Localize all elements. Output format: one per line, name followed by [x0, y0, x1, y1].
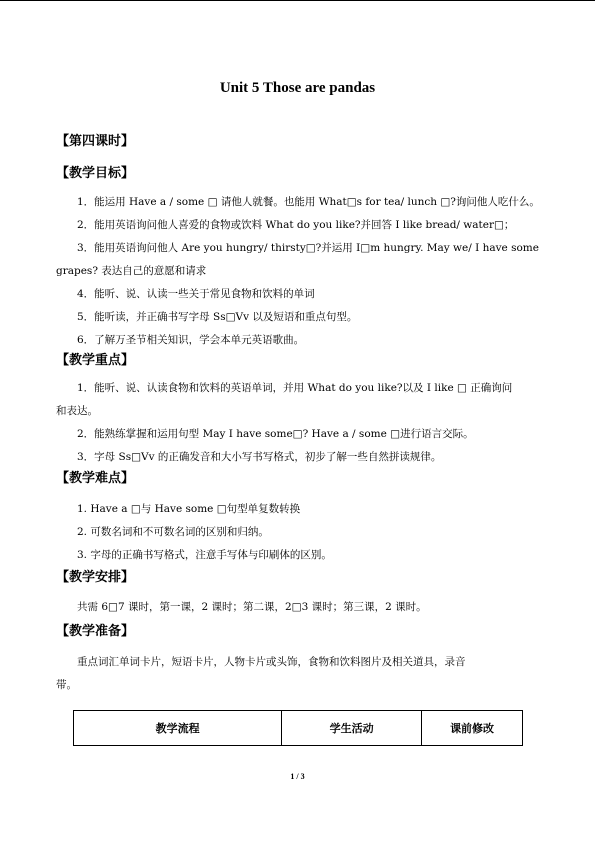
page-number: 1 / 3 — [290, 772, 305, 781]
heading-key-points: 【教学重点】 — [56, 353, 135, 368]
goal-item-4: 4．能听、说、认读一些关于常见食物和饮料的单词 — [77, 288, 315, 300]
difficulty-2: 2. 可数名词和不可数名词的区别和归纳。 — [77, 526, 269, 538]
difficulty-3: 3. 字母的正确书写格式，注意手写体与印刷体的区别。 — [77, 549, 332, 561]
difficulty-1: 1. Have a □与 Have some □句型单复数转换 — [77, 503, 301, 515]
heading-preparation: 【教学准备】 — [56, 624, 135, 639]
table-header-row — [74, 711, 523, 746]
key-point-2: 2．能熟练掌握和运用句型 May I have some□? Have a / some □进行语言交际。 — [77, 428, 474, 440]
heading-arrangement: 【教学安排】 — [56, 570, 135, 585]
goal-item-3-cont: grapes? 表达自己的意愿和请求 — [56, 265, 207, 277]
goal-item-6: 6．了解万圣节相关知识，学会本单元英语歌曲。 — [77, 334, 305, 346]
document-title: Unit 5 Those are pandas — [219, 80, 376, 96]
key-point-1: 1．能听、说、认读食物和饮料的英语单词，并用 What do you like?以及 I like □ 正确询问 — [77, 382, 513, 394]
heading-lesson: 【第四课时】 — [56, 134, 135, 149]
table-header-revision: 课前修改 — [422, 711, 523, 746]
table-header-student-activity: 学生活动 — [282, 711, 422, 746]
goal-item-2: 2．能用英语询问他人喜爱的食物或饮料 What do you like?并回答 I like bread/ water□； — [77, 219, 515, 231]
top-border-line — [0, 0, 595, 1]
key-point-3: 3．字母 Ss□Vv 的正确发音和大小写书写格式，初步了解一些自然拼读规律。 — [77, 451, 442, 463]
heading-goals: 【教学目标】 — [56, 166, 135, 181]
table-header-process: 教学流程 — [74, 711, 282, 746]
goal-item-5: 5．能听读，并正确书写字母 Ss□Vv 以及短语和重点句型。 — [77, 311, 358, 323]
lesson-schedule-table — [73, 710, 523, 746]
arrangement-text: 共需 6□7 课时，第一课，2 课时；第二课，2□3 课时；第三课，2 课时。 — [77, 601, 427, 613]
key-point-1-cont: 和表达。 — [56, 405, 98, 417]
goal-item-1: 1．能运用 Have a / some □ 请他人就餐。也能用 What□s for tea/ lunch □?询问他人吃什么。 — [77, 196, 540, 208]
heading-difficulties: 【教学难点】 — [56, 471, 135, 486]
preparation-text: 重点词汇单词卡片，短语卡片，人物卡片或头饰，食物和饮料图片及相关道具，录音 — [77, 656, 466, 668]
goal-item-3: 3．能用英语询问他人 Are you hungry/ thirsty□?并运用 I□m hungry. May we/ I have some — [77, 242, 539, 254]
preparation-text-cont: 带。 — [56, 679, 77, 691]
